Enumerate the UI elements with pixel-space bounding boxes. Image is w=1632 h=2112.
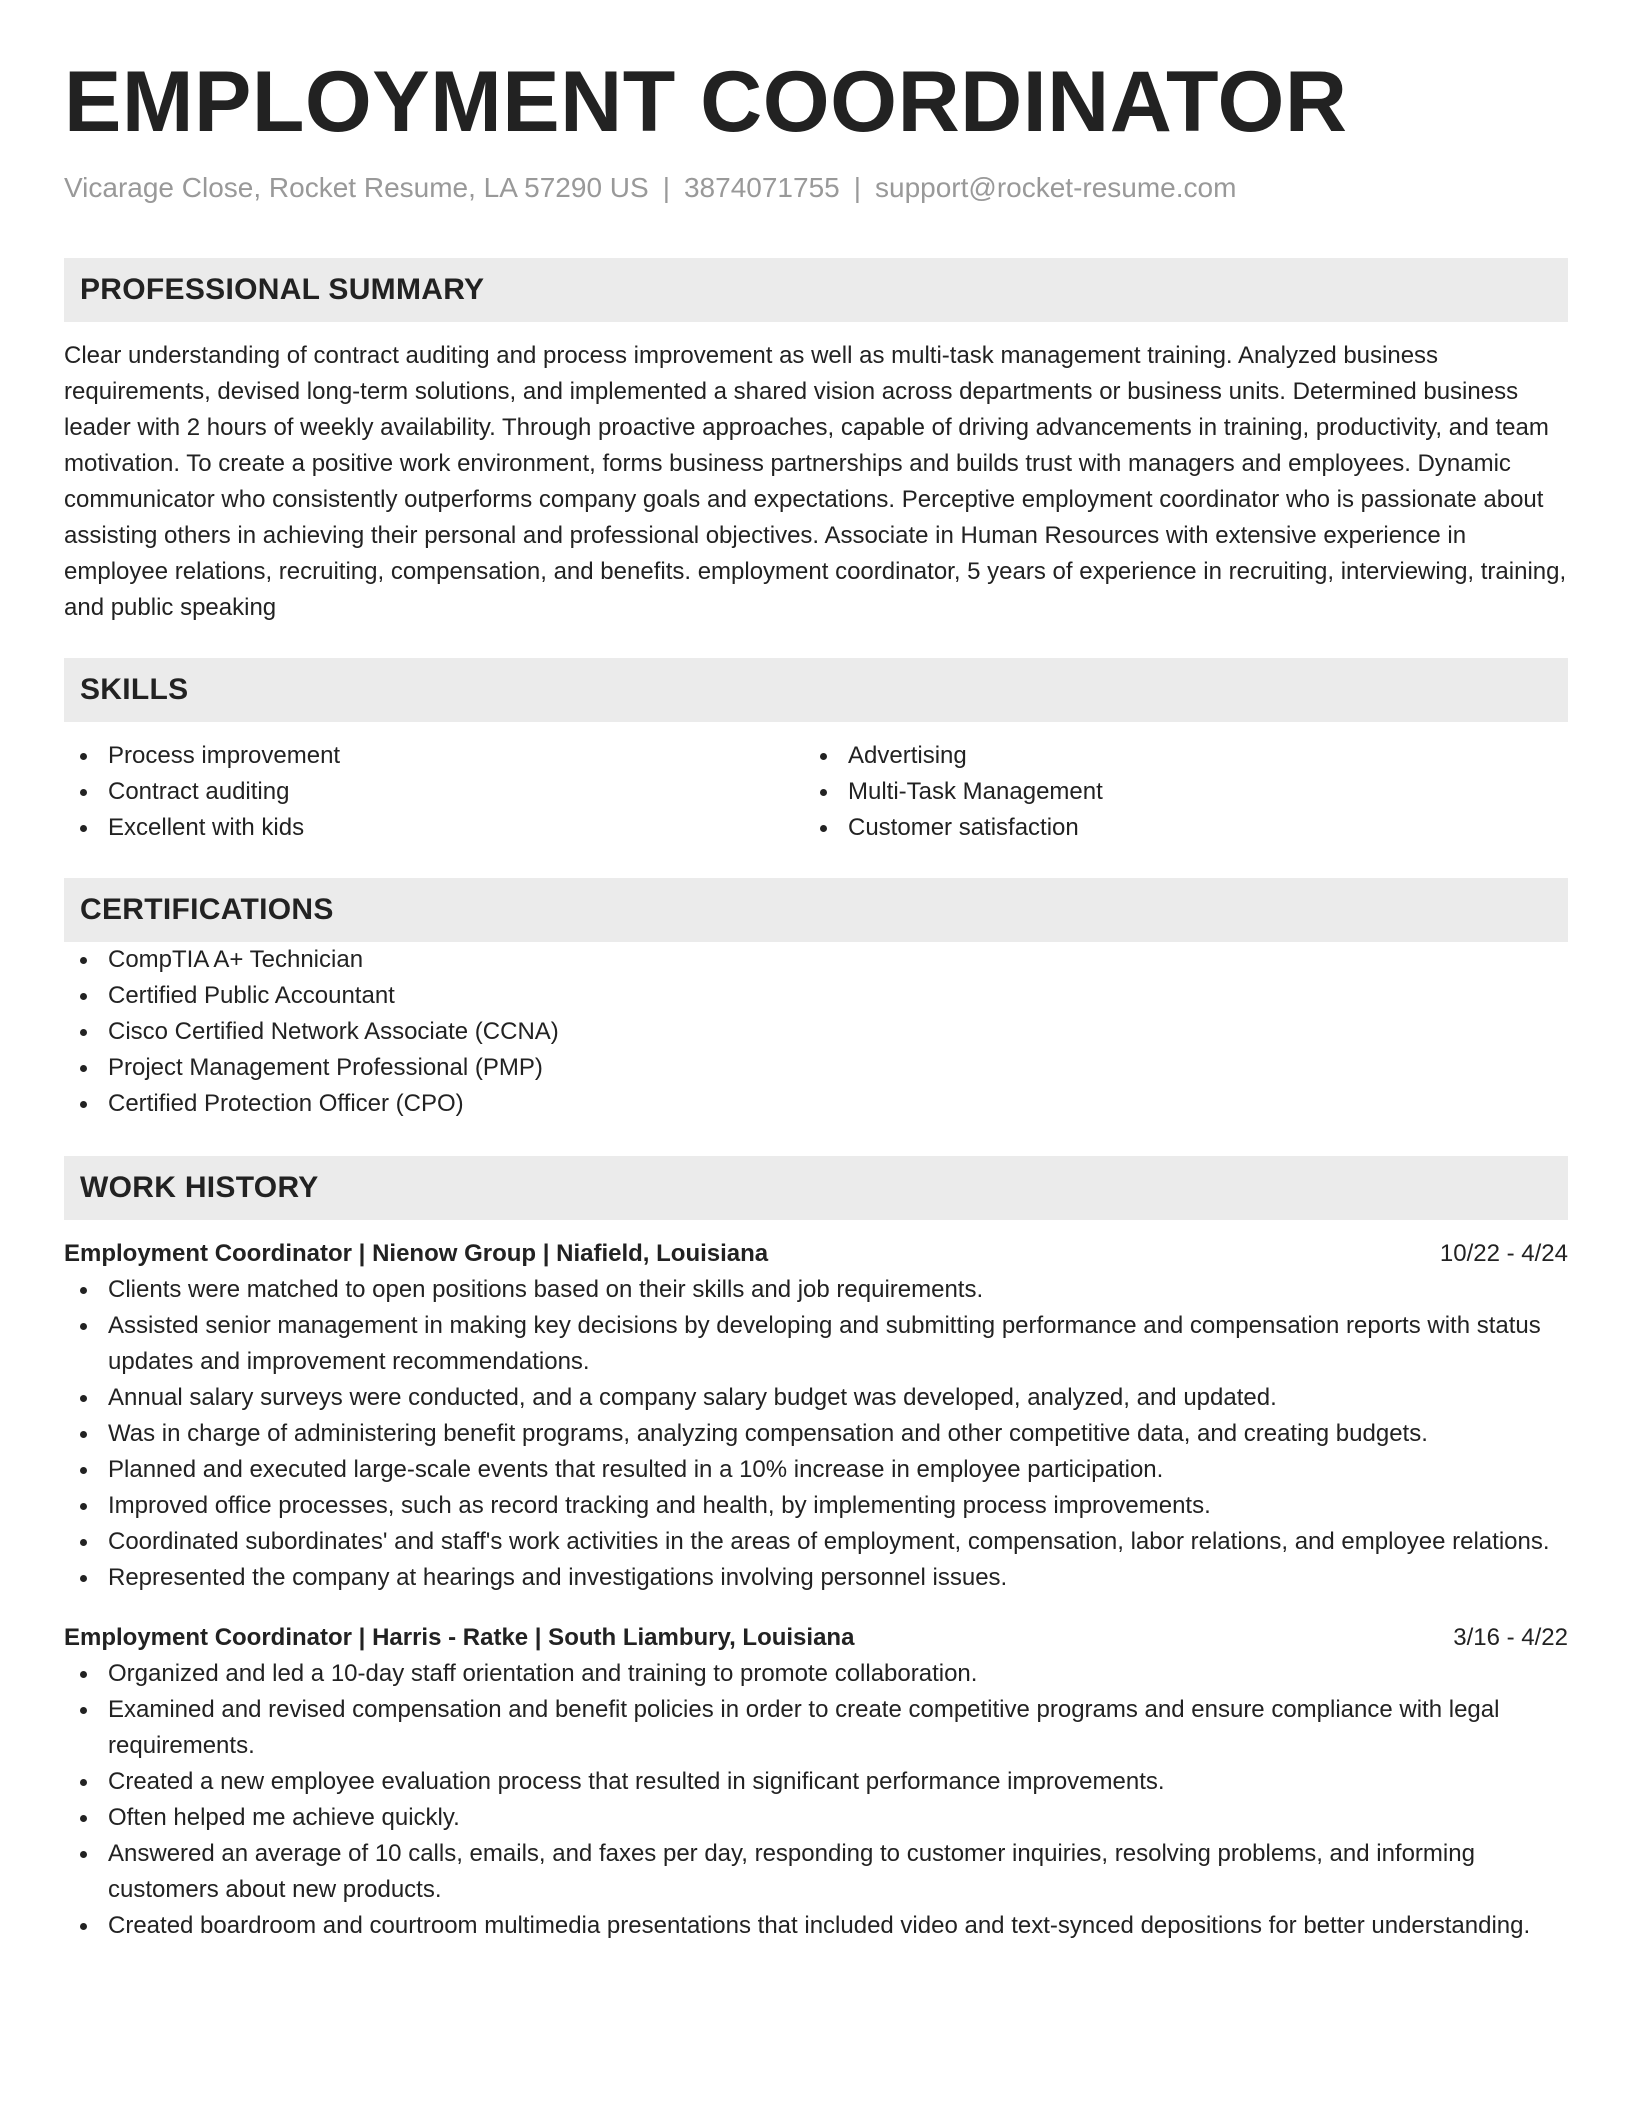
job-bullet-list — [64, 1272, 1568, 1596]
contact-address: Vicarage Close, Rocket Resume, LA 57290 US — [64, 172, 649, 203]
job-bullet: Created a new employee evaluation process that resulted in significant performance improvements. — [64, 1764, 1568, 1800]
job-bullet: Clients were matched to open positions based on their skills and job requirements. — [64, 1272, 1568, 1308]
job-bullet: Was in charge of administering benefit programs, analyzing compensation and other competitive data, and creating budgets. — [64, 1416, 1568, 1452]
skills-column-right — [804, 738, 1544, 846]
skills-heading: SKILLS — [64, 658, 1568, 722]
job-bullet: Created boardroom and courtroom multimedia presentations that included video and text-synced depositions for better understanding. — [64, 1908, 1568, 1944]
job-bullet: Often helped me achieve quickly. — [64, 1800, 1568, 1836]
job-bullet: Assisted senior management in making key decisions by developing and submitting performance and compensation reports with status updates and improvement recommendations. — [64, 1308, 1568, 1380]
certification-item: CompTIA A+ Technician — [64, 942, 1568, 978]
job-bullet: Improved office processes, such as record tracking and health, by implementing process improvements. — [64, 1488, 1568, 1524]
contact-line — [64, 170, 1568, 206]
skill-item: Process improvement — [64, 738, 804, 774]
skills-grid — [64, 738, 1568, 846]
job-title: Employment Coordinator | Harris - Ratke | South Liambury, Louisiana — [64, 1624, 855, 1651]
certification-item: Cisco Certified Network Associate (CCNA) — [64, 1014, 1568, 1050]
skill-item: Multi-Task Management — [804, 774, 1544, 810]
job-bullet: Organized and led a 10-day staff orientation and training to promote collaboration. — [64, 1656, 1568, 1692]
job-title: Employment Coordinator | Nienow Group | Niafield, Louisiana — [64, 1240, 769, 1267]
job-bullet: Examined and revised compensation and benefit policies in order to create competitive programs and ensure compliance with legal requirements. — [64, 1692, 1568, 1764]
candidate-title: EMPLOYMENT COORDINATOR — [64, 54, 1348, 150]
job-bullet: Represented the company at hearings and investigations involving personnel issues. — [64, 1560, 1568, 1596]
summary-heading: PROFESSIONAL SUMMARY — [64, 258, 1568, 322]
job-bullet: Annual salary surveys were conducted, and a company salary budget was developed, analyzed, and updated. — [64, 1380, 1568, 1416]
skills-column-left — [64, 738, 804, 846]
work-history-heading: WORK HISTORY — [64, 1156, 1568, 1220]
skill-item: Contract auditing — [64, 774, 804, 810]
contact-separator: | — [853, 172, 861, 203]
certification-item: Project Management Professional (PMP) — [64, 1050, 1568, 1086]
job-header — [64, 1236, 1568, 1272]
job-dates: 3/16 - 4/22 — [1453, 1624, 1568, 1651]
skill-item: Advertising — [804, 738, 1544, 774]
certification-item: Certified Public Accountant — [64, 978, 1568, 1014]
job-dates: 10/22 - 4/24 — [1439, 1240, 1568, 1267]
job-bullet: Answered an average of 10 calls, emails, and faxes per day, responding to customer inquiries, resolving problems, and informing customers about new products. — [64, 1836, 1568, 1908]
job-bullet-list — [64, 1656, 1568, 1944]
skill-item: Customer satisfaction — [804, 810, 1544, 846]
contact-phone: 3874071755 — [683, 172, 840, 203]
job-header — [64, 1620, 1568, 1656]
job-bullet: Coordinated subordinates' and staff's work activities in the areas of employment, compensation, labor relations, and employee relations. — [64, 1524, 1568, 1560]
skills-list-left — [64, 738, 804, 846]
summary-text: Clear understanding of contract auditing and process improvement as well as multi-task management training. Analyzed business requirements, devised long-term solutions, and implemented a shared vision across departments or business units. Determined business leader with 2 hours of weekly availability. Through proactive approaches, capable of driving advancements in training, productivity, and team motivation. To create a positive work environment, forms business partnerships and builds trust with managers and employees. Dynamic communicator who consistently outperforms company goals and expectations. Perceptive employment coordinator who is passionate about assisting others in achieving their personal and professional objectives. Associate in Human Resources with extensive experience in employee relations, recruiting, compensation, and benefits. employment coordinator, 5 years of experience in recruiting, interviewing, training, and public speaking — [64, 342, 1567, 621]
contact-separator: | — [662, 172, 670, 203]
skills-list-right — [804, 738, 1544, 846]
job-bullet: Planned and executed large-scale events that resulted in a 10% increase in employee participation. — [64, 1452, 1568, 1488]
certifications-heading: CERTIFICATIONS — [64, 878, 1568, 942]
certification-item: Certified Protection Officer (CPO) — [64, 1086, 1568, 1122]
certifications-list — [64, 942, 1568, 1122]
contact-email: support@rocket-resume.com — [875, 172, 1237, 203]
skill-item: Excellent with kids — [64, 810, 804, 846]
